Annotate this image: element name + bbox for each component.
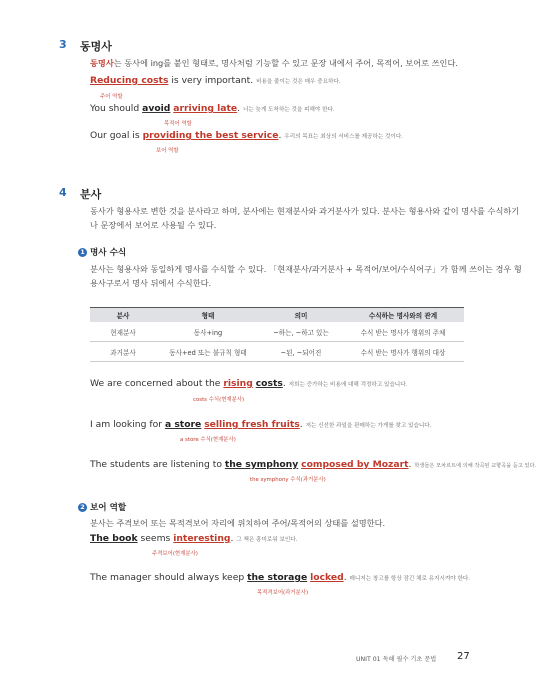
korean-translation: 저희는 증가하는 비용에 대해 걱정하고 있습니다. [288,382,408,388]
column-header: 분사 [90,308,156,323]
sentence-text: I am looking for [90,419,165,430]
section-description: 나 문장에서 보어로 사용될 수 있다. [90,220,217,230]
korean-translation: 그 책은 흥미로워 보인다. [236,537,298,543]
example-sentence [90,130,403,141]
verb-phrase: avoid [142,103,171,114]
example-sentence [90,378,407,389]
role-tag: costs 수식(현재분사) [193,397,245,403]
number-marker: 2 [78,503,87,512]
participle-table [90,307,464,362]
sentence-text: is very important. [168,75,254,86]
column-header: 의미 [260,308,342,323]
subsection-description: 용사구로서 명사 뒤에서 수식한다. [90,278,212,288]
sentence-text: The students are listening to [90,459,225,470]
keyword: 동명사 [90,58,114,68]
role-tag: 주어 역할 [100,94,123,100]
role-tag: the symphony 수식(과거분사) [250,477,326,483]
korean-translation: 우리의 목표는 최상의 서비스를 제공하는 것이다. [284,134,404,140]
role-tag: 보어 역할 [156,148,179,154]
modified-noun: a store [164,419,202,430]
table-cell: 수식 받는 명사가 행위의 주체 [342,322,464,342]
sentence-text: . [278,130,282,141]
sentence-text: seems [137,533,174,544]
example-sentence [90,103,335,114]
korean-translation: 너는 늦게 도착하는 것을 피해야 한다. [242,107,335,113]
section-number: 3 [59,38,67,51]
highlight-phrase: selling fresh fruits [204,419,300,430]
section-title: 분사 [80,188,102,201]
subsection-description: 분사는 형용사와 동일하게 명사를 수식할 수 있다. 「현재분사/과거분사 + 목적어/보어/수식어구」가 함께 쓰이는 경우 형 [90,264,522,274]
highlight-phrase: providing the best service [142,130,279,141]
table-cell: ~된, ~되어진 [260,342,342,362]
sentence-text: You should [90,103,143,114]
korean-translation: 매니저는 창고를 항상 잠긴 채로 유지시켜야 한다. [349,576,471,582]
subject-noun: The book [90,533,138,544]
sentence-text: . [299,419,303,430]
object-noun: the storage [247,572,308,583]
section-description [90,56,458,70]
page-number: 27 [457,651,470,662]
column-header: 수식하는 명사와의 관계 [342,308,464,323]
table-cell: 수식 받는 명사가 행위의 대상 [342,342,464,362]
highlight-phrase: locked [310,572,344,583]
highlight-phrase: rising [223,378,253,389]
section-description: 동사가 형용사로 변한 것을 분사라고 하며, 분사에는 현재분사와 과거분사가 있다. 분사는 형용사와 같이 명사를 수식하기 [90,206,520,216]
sentence-text: Our goal is [90,130,143,141]
modified-noun: the symphony [224,459,299,470]
sentence-text: The manager should always keep [90,572,248,583]
table-cell: 현재분사 [90,322,156,342]
role-tag: 주격보어(현재분사) [152,551,198,557]
subsection-title: 보어 역할 [90,503,127,513]
sentence-text: . [282,378,286,389]
sentence-text: . [237,103,241,114]
role-tag: 목적어 역할 [164,121,192,127]
table-row [90,322,464,342]
subsection-description: 분사는 주격보어 또는 목적격보어 자리에 위치하여 주어/목적어의 상태를 설명한다. [90,518,386,528]
sentence-text: We are concerned about the [90,378,224,389]
table-cell: 과거분사 [90,342,156,362]
column-header: 형태 [156,308,260,323]
korean-translation: 비용을 줄이는 것은 매우 중요하다. [256,79,341,85]
table-cell: 동사+ed 또는 불규칙 형태 [156,342,260,362]
subsection-heading [78,501,126,513]
sentence-text: . [343,572,347,583]
highlight-phrase: arriving late [173,103,238,114]
example-sentence [90,75,341,86]
table-header-row [90,308,464,323]
highlight-phrase: composed by Mozart [301,459,409,470]
table-row [90,342,464,362]
table-cell: ~하는, ~하고 있는 [260,322,342,342]
role-tag: 목적격보어(과거분사) [257,590,309,596]
subsection-heading [78,246,126,258]
sentence-text: . [408,459,412,470]
section-title: 동명사 [80,40,112,53]
table-cell: 동사+ing [156,322,260,342]
unit-label: UNIT 01 독해 필수 기초 문법 [356,656,437,663]
role-tag: a store 수식(현재분사) [180,437,236,443]
number-marker: 1 [78,248,87,257]
korean-translation: 저는 신선한 과일을 판매하는 가게를 찾고 있습니다. [305,423,432,429]
highlight-phrase: Reducing costs [90,75,169,86]
subsection-title: 명사 수식 [90,248,127,258]
korean-translation: 학생들은 모차르트에 의해 작곡된 교향곡을 듣고 있다. [414,463,536,469]
section-number: 4 [59,186,67,199]
highlight-phrase: interesting [173,533,231,544]
sentence-text: . [230,533,234,544]
example-sentence [90,459,536,470]
example-sentence [90,533,297,544]
example-sentence [90,572,470,583]
modified-noun: costs [255,378,283,389]
description-text: 는 동사에 ing를 붙인 형태로, 명사처럼 기능할 수 있고 문장 내에서 주어, 목적어, 보어로 쓰인다. [113,58,458,68]
example-sentence [90,419,432,430]
